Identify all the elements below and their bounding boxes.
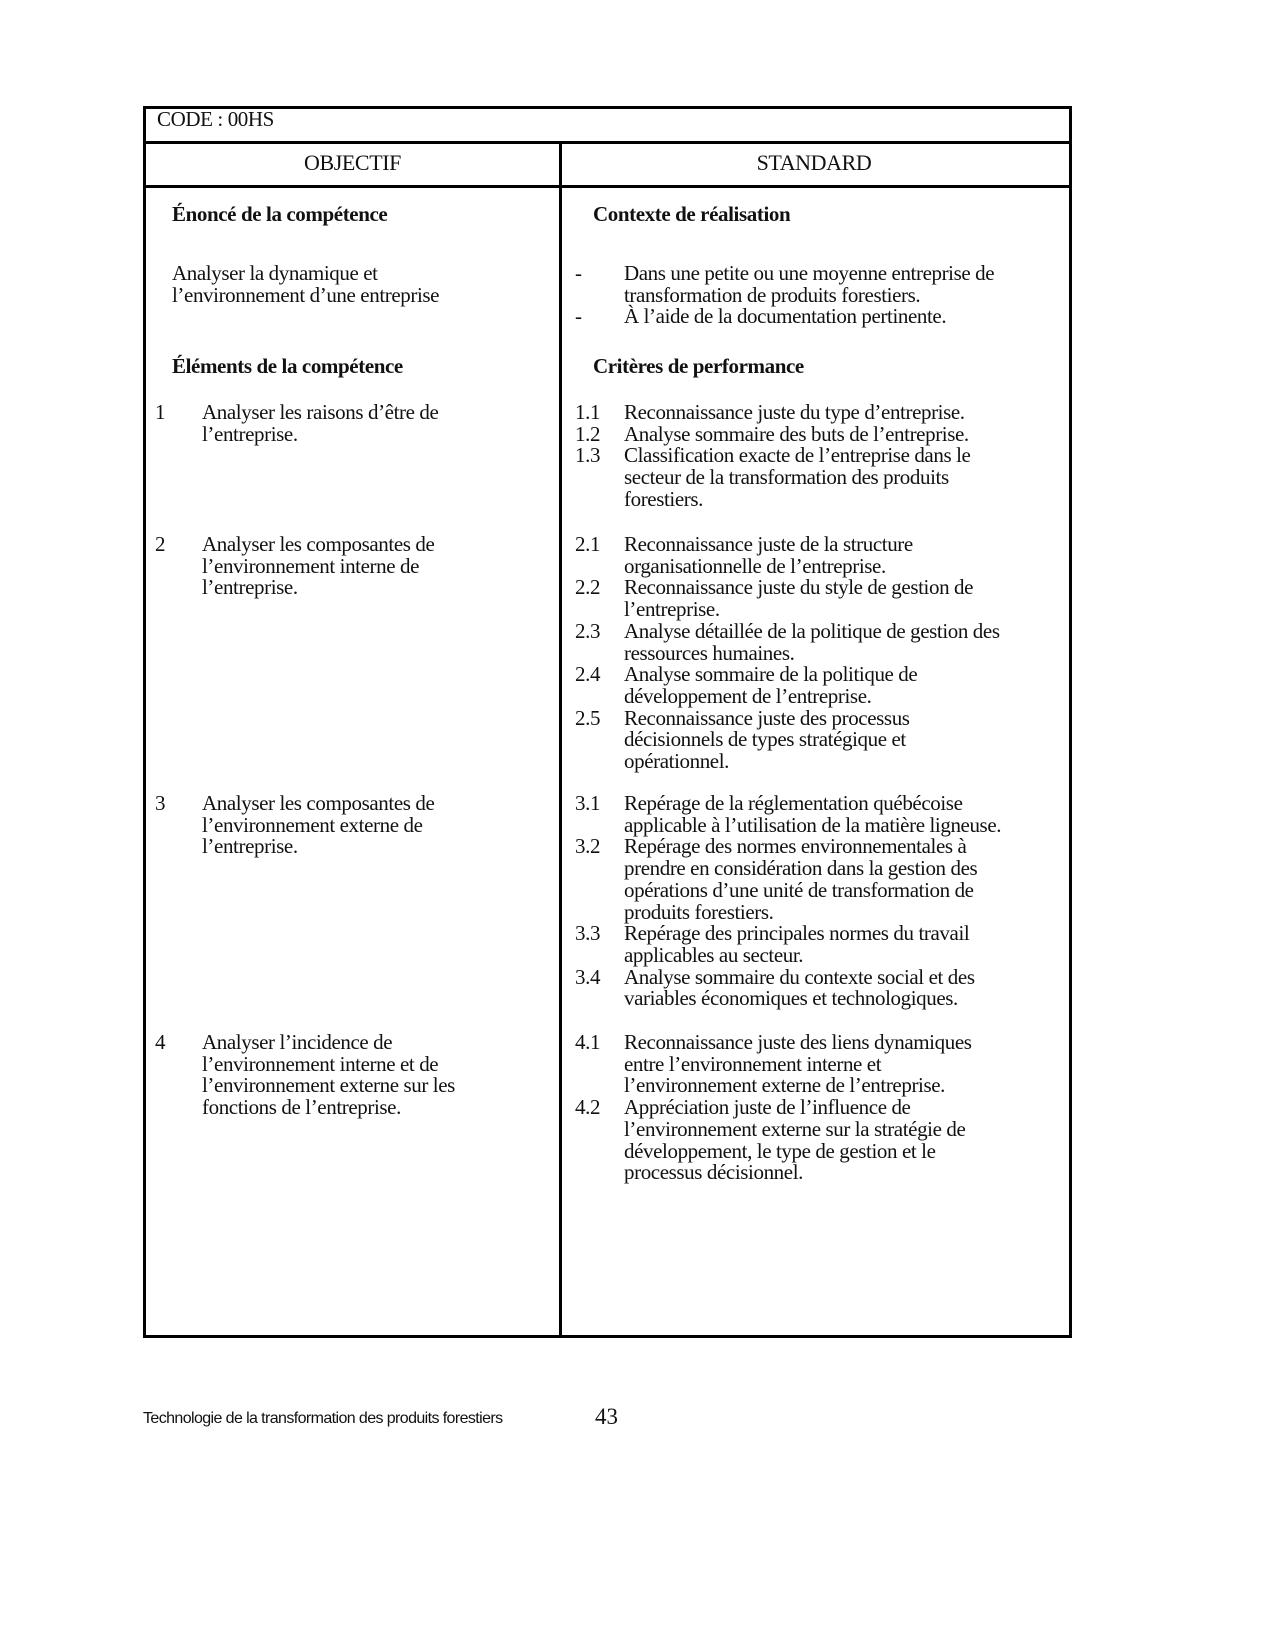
item-line [575, 618, 1000, 643]
item-text: Analyse sommaire du contexte social et des [624, 964, 975, 989]
item-line: fonctions de l’entreprise. [202, 1095, 401, 1120]
item-line: développement de l’entreprise. [624, 683, 872, 708]
divider [143, 141, 1072, 144]
item-line: produits forestiers. [624, 899, 774, 924]
item-line: décisionnels de types stratégique et [624, 727, 906, 752]
item-line: l’environnement externe sur les [202, 1073, 455, 1098]
item-line [575, 793, 1001, 815]
item-line: l’environnement externe de [202, 812, 423, 837]
item-line: applicable à l’utilisation de la matière ligneuse. [624, 812, 1002, 837]
footer-title: Technologie de la transformation des produits forestiers [143, 1410, 503, 1427]
criteres-group-3 [575, 793, 1001, 1010]
item-text: Repérage des principales normes du travail [624, 921, 970, 946]
item-line [575, 705, 1000, 730]
enonce-line: Analyser la dynamique et [172, 261, 378, 285]
item-text: Reconnaissance juste du style de gestion de [624, 575, 974, 600]
item-text: Analyser l’incidence de [202, 1030, 393, 1054]
item-line: l’environnement externe sur la stratégie de [624, 1116, 966, 1141]
item-number: 3 [155, 791, 166, 815]
item-line [155, 793, 434, 815]
item-text: Reconnaissance juste des liens dynamiques [624, 1030, 972, 1054]
item-line [575, 445, 970, 467]
item-text: Analyse détaillée de la politique de gestion des [624, 618, 1000, 643]
item-line [575, 402, 970, 424]
item-text: Analyser les composantes de [202, 791, 435, 815]
item-line [575, 263, 994, 285]
item-line [575, 1032, 972, 1054]
item-text: Appréciation juste de l’influence de [624, 1095, 911, 1120]
page-number: 43 [595, 1404, 618, 1429]
item-line: forestiers. [624, 486, 703, 511]
item-number: 2 [155, 532, 166, 556]
item-text: Reconnaissance juste des processus [624, 705, 910, 730]
item-line: l’environnement interne et de [202, 1051, 439, 1076]
item-text: Reconnaissance juste du type d’entreprise. [624, 400, 965, 424]
item-number: 1 [155, 400, 166, 424]
item-line [575, 421, 970, 446]
item-number: - [575, 304, 582, 329]
item-text: Analyser les composantes de [202, 532, 435, 556]
item-number: 2.2 [575, 575, 601, 600]
item-line: opérations d’une unité de transformation de [624, 877, 974, 902]
item-number: 4.2 [575, 1095, 601, 1120]
item-line: organisationnelle de l’entreprise. [624, 553, 886, 578]
item-number: 4 [155, 1030, 166, 1054]
criteres-heading: Critères de performance [593, 354, 804, 378]
item-text: Analyser les raisons d’être de [202, 400, 439, 424]
item-number: 2.3 [575, 618, 601, 643]
enonce-line: l’environnement d’une entreprise [172, 282, 440, 307]
item-number: 2.5 [575, 705, 601, 730]
item-number: 2.1 [575, 532, 601, 556]
item-line [575, 306, 994, 328]
item-line: secteur de la transformation des produits [624, 465, 949, 490]
item-number: 1.3 [575, 443, 601, 468]
item-text: Reconnaissance juste de la structure [624, 532, 913, 556]
item-number: 2.4 [575, 662, 601, 687]
item-line: l’entreprise. [202, 575, 298, 600]
item-line: prendre en considération dans la gestion des [624, 856, 978, 881]
item-text: Analyse sommaire de la politique de [624, 662, 918, 687]
column-header-objectif: OBJECTIF [303, 150, 402, 175]
item-line: variables économiques et technologiques. [624, 986, 958, 1011]
item-line: ressources humaines. [624, 640, 795, 665]
column-header-standard: STANDARD [756, 150, 872, 175]
item-line: l’environnement interne de [202, 553, 420, 578]
item-number: 3.3 [575, 921, 601, 946]
item-number: 3.4 [575, 964, 601, 989]
item-line [155, 534, 434, 556]
item-number: 4.1 [575, 1030, 601, 1054]
element-4 [155, 1032, 455, 1119]
item-text: Classification exacte de l’entreprise dans le [624, 443, 971, 468]
item-line: applicables au secteur. [624, 942, 804, 967]
item-line: l’entreprise. [624, 597, 720, 622]
element-2 [155, 534, 434, 599]
column-divider [559, 142, 562, 1335]
item-line: l’entreprise. [202, 421, 298, 446]
code-label: CODE : 00HS [157, 107, 274, 131]
item-text: Repérage des normes environnementales à [624, 834, 967, 859]
contexte-list [575, 263, 994, 328]
item-line [155, 402, 438, 424]
item-line [575, 534, 1000, 556]
enonce-text [172, 263, 439, 306]
item-number: 1.1 [575, 400, 601, 424]
item-line [575, 1097, 972, 1119]
item-line [155, 1032, 455, 1054]
item-line: l’environnement externe de l’entreprise. [624, 1073, 946, 1098]
item-line: transformation de produits forestiers. [624, 282, 921, 307]
contexte-heading: Contexte de réalisation [593, 202, 791, 226]
elements-heading: Éléments de la compétence [172, 354, 403, 378]
item-text: Dans une petite ou une moyenne entreprise de [624, 261, 995, 285]
item-number: - [575, 261, 582, 285]
item-line [575, 923, 1001, 945]
element-3 [155, 793, 434, 858]
criteres-group-2 [575, 534, 1000, 773]
item-number: 1.2 [575, 421, 601, 446]
item-line: processus décisionnel. [624, 1160, 803, 1185]
divider [143, 185, 1072, 188]
criteres-group-4 [575, 1032, 972, 1184]
item-number: 3.2 [575, 834, 601, 859]
enonce-heading: Énoncé de la compétence [172, 202, 388, 226]
item-line [575, 964, 1001, 989]
item-line: l’entreprise. [202, 834, 298, 859]
item-line: opérationnel. [624, 749, 730, 774]
item-line: entre l’environnement interne et [624, 1051, 882, 1076]
item-line [575, 664, 1000, 686]
item-number: 3.1 [575, 791, 601, 815]
item-line [575, 836, 1001, 858]
item-line [575, 577, 1000, 599]
item-text: À l’aide de la documentation pertinente. [624, 304, 947, 329]
item-text: Analyse sommaire des buts de l’entreprise. [624, 421, 969, 446]
element-1 [155, 402, 438, 445]
item-line: développement, le type de gestion et le [624, 1138, 936, 1163]
criteres-group-1 [575, 402, 970, 511]
item-text: Repérage de la réglementation québécoise [624, 791, 963, 815]
